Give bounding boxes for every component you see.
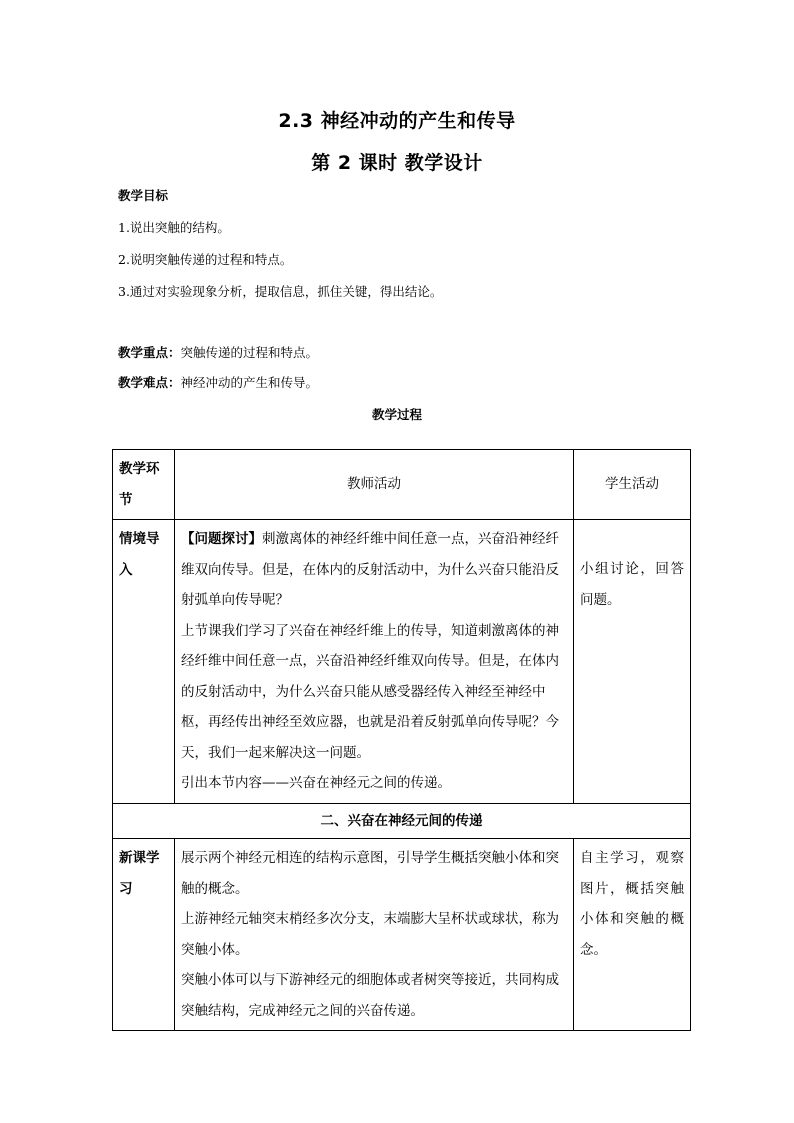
process-heading: 教学过程	[371, 407, 422, 422]
section-row	[113, 803, 691, 839]
row2-teacher-p2: 上游神经元轴突末梢经多次分支，末端膨大呈杯状或球状，称为突触小体。	[181, 911, 559, 958]
key-point-text: 突触传递的过程和特点。	[180, 345, 319, 360]
key-point	[118, 345, 318, 361]
row1-teacher-p2: 上节课我们学习了兴奋在神经纤维上的传导，知道刺激离体的神经纤维中间任意一点，兴奋沿神经纤维双向传导。但是，在体内的反射活动中，为什么兴奋只能从感受器经传入神经至神经中枢，再经传出神经至效应器，也就是沿着反射弧单向传导呢？今天，我们一起来解决这一问题。	[181, 622, 559, 761]
objectives-heading: 教学目标	[118, 188, 169, 203]
lesson-table	[112, 449, 691, 1031]
section-title: 二、兴奋在神经元间的传递	[113, 803, 691, 839]
header-teacher: 教师活动	[175, 450, 574, 520]
difficulty-label: 教学难点：	[118, 375, 181, 390]
row1-topic: 【问题探讨】	[181, 531, 262, 547]
key-point-label: 教学重点：	[118, 345, 181, 360]
difficulty-text: 神经冲动的产生和传导。	[180, 375, 319, 390]
row1-teacher-para-1	[181, 524, 567, 616]
header-stage: 教学环节	[113, 450, 175, 520]
row1-teacher-p1: 刺激离体的神经纤维中间任意一点，兴奋沿神经纤维双向传导。但是，在体内的反射活动中，为什么兴奋只能沿反射弧单向传导呢？	[181, 531, 559, 608]
row2-stage: 新课学习	[113, 839, 175, 1031]
row1-teacher	[175, 520, 574, 804]
row2-teacher	[175, 839, 574, 1031]
row2-teacher-p3: 突触小体可以与下游神经元的细胞体或者树突等接近，共同构成突触结构，完成神经元之间的兴奋传递。	[181, 972, 559, 1019]
table-row	[113, 839, 691, 1031]
objective-item-3: 3.通过对实验现象分析，提取信息，抓住关键，得出结论。	[118, 284, 443, 299]
row1-stage: 情境导入	[113, 520, 175, 804]
row2-teacher-p1: 展示两个神经元相连的结构示意图，引导学生概括突触小体和突触的概念。	[181, 850, 559, 897]
objective-item-2: 2.说明突触传递的过程和特点。	[118, 252, 293, 267]
row1-teacher-p3: 引出本节内容——兴奋在神经元之间的传递。	[181, 775, 451, 791]
document-title: 2.3 神经冲动的产生和传导	[278, 110, 516, 132]
row2-student: 自主学习，观察图片，概括突触小体和突触的概念。	[574, 839, 691, 1031]
header-student: 学生活动	[574, 450, 691, 520]
table-row	[113, 520, 691, 804]
difficulty	[118, 375, 318, 391]
table-header-row	[113, 450, 691, 520]
row1-student: 小组讨论，回答问题。	[574, 520, 691, 804]
objective-item-1: 1.说出突触的结构。	[118, 220, 230, 235]
document-subtitle: 第 2 课时 教学设计	[311, 152, 483, 174]
